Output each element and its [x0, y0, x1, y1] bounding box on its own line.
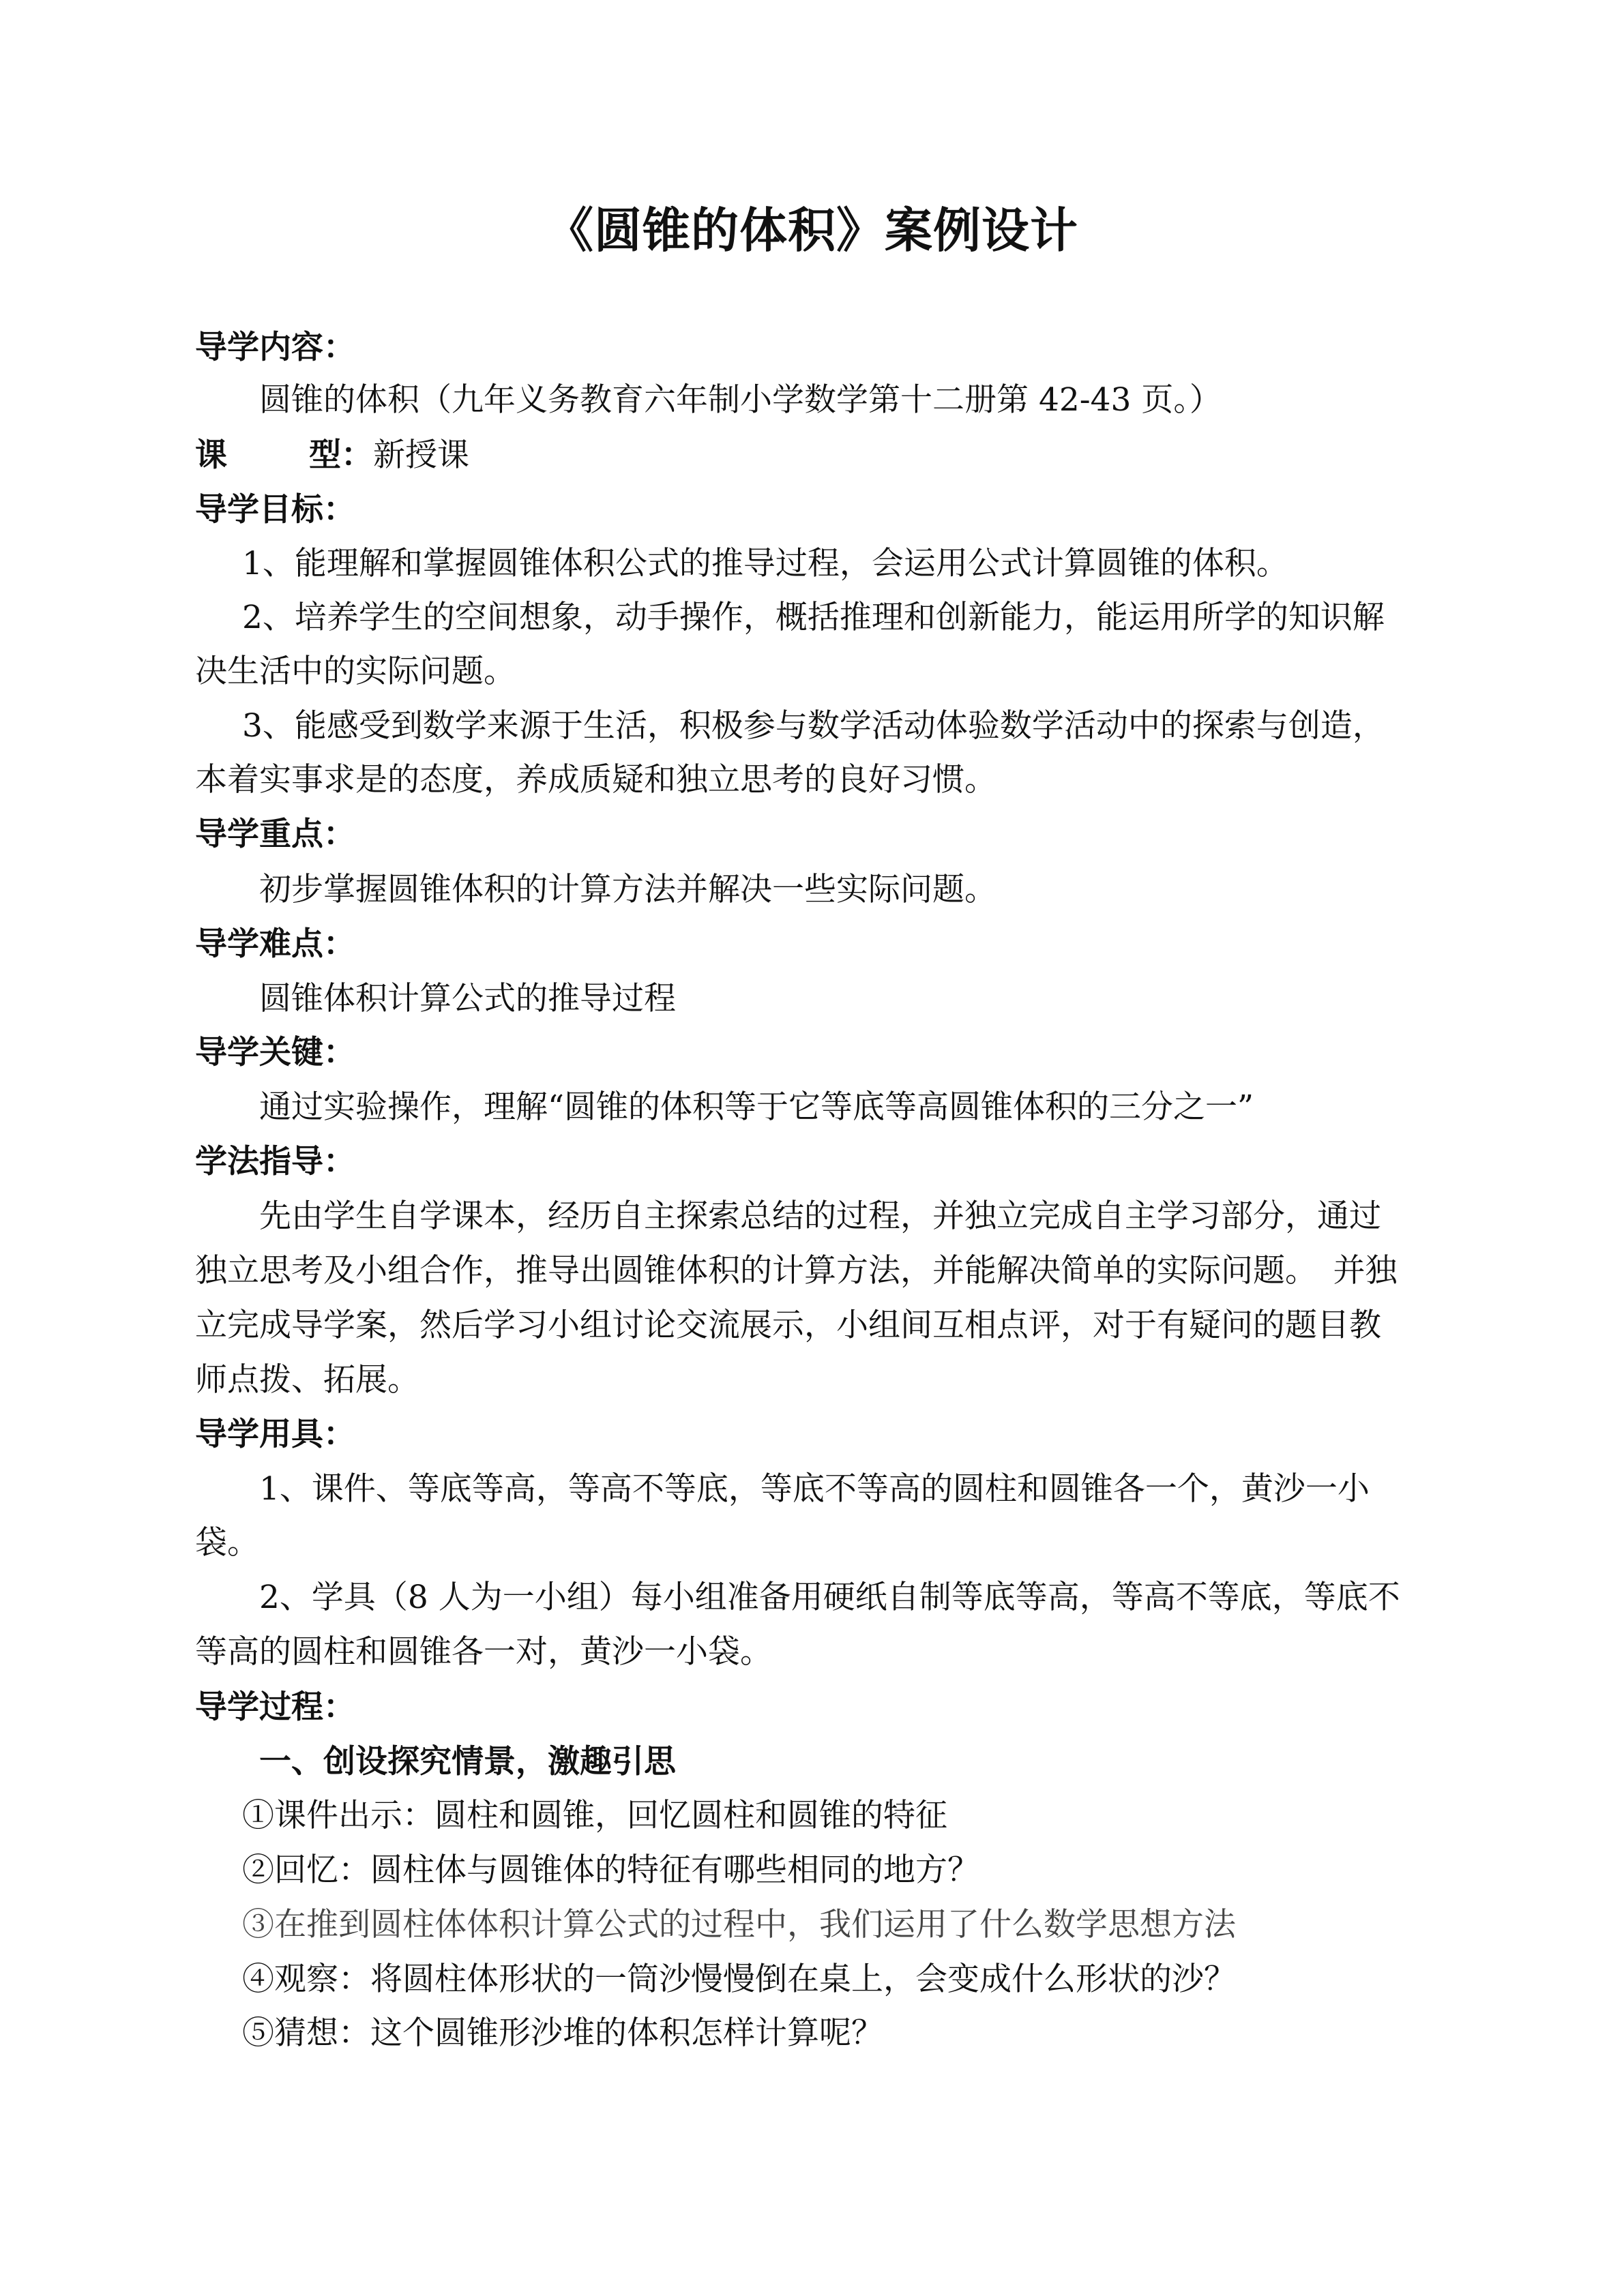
tools-label: 导学用具： [195, 1416, 355, 1453]
content-label: 导学内容： [195, 329, 355, 366]
process-item: ④观察：将圆柱体形状的一筒沙慢慢倒在桌上，会变成什么形状的沙？ [242, 1960, 1236, 1998]
difficulties-label: 导学难点： [195, 925, 355, 963]
key-points-text: 初步掌握圆锥体积的计算方法并解决一些实际问题。 [259, 871, 996, 908]
lesson-type-label-a: 课 [195, 436, 227, 474]
method-line: 立完成导学案，然后学习小组讨论交流展示，小组间互相点评，对于有疑问的题目教 [195, 1307, 1381, 1344]
process-section-heading: 一、创设探究情景，激趣引思 [259, 1743, 676, 1780]
tools-line: 2、学具（8 人为一小组）每小组准备用硬纸自制等底等高，等高不等底，等底不 [259, 1579, 1400, 1616]
process-item: ①课件出示：圆柱和圆锥，回忆圆柱和圆锥的特征 [242, 1797, 947, 1834]
lesson-type-value: 新授课 [373, 436, 469, 474]
lesson-type-label-b: 型： [309, 436, 373, 474]
difficulties-text: 圆锥体积计算公式的推导过程 [259, 980, 676, 1017]
method-line: 先由学生自学课本，经历自主探索总结的过程，并独立完成自主学习部分，通过 [259, 1197, 1381, 1235]
key-label: 导学关键： [195, 1034, 355, 1071]
document-title: 《圆锥的体积》案例设计 [546, 202, 1078, 258]
method-line: 独立思考及小组合作，推导出圆锥体积的计算方法，并能解决简单的实际问题。 并独 [195, 1252, 1398, 1289]
tools-line: 1、课件、等底等高，等高不等底，等底不等高的圆柱和圆锥各一个，黄沙一小 [259, 1470, 1370, 1508]
objective-line: 1、能理解和掌握圆锥体积公式的推导过程，会运用公式计算圆锥的体积。 [242, 545, 1288, 582]
lesson-type-line [195, 435, 469, 476]
tools-line: 等高的圆柱和圆锥各一对，黄沙一小袋。 [195, 1633, 772, 1671]
process-item: ②回忆：圆柱体与圆锥体的特征有哪些相同的地方？ [242, 1851, 979, 1889]
objective-line: 3、能感受到数学来源于生活，积极参与数学活动体验数学活动中的探索与创造， [242, 707, 1385, 745]
objective-line: 决生活中的实际问题。 [195, 653, 516, 690]
process-item: ③在推到圆柱体体积计算公式的过程中，我们运用了什么数学思想方法 [242, 1906, 1236, 1943]
tools-line: 袋。 [195, 1524, 259, 1562]
key-text: 通过实验操作，理解“圆锥的体积等于它等底等高圆锥体积的三分之一” [259, 1088, 1254, 1126]
key-points-label: 导学重点： [195, 816, 355, 853]
process-item: ⑤猜想：这个圆锥形沙堆的体积怎样计算呢？ [242, 2014, 883, 2052]
process-label: 导学过程： [195, 1688, 355, 1726]
method-label: 学法指导： [195, 1143, 355, 1180]
content-text: 圆锥的体积（九年义务教育六年制小学数学第十二册第 42-43 页。） [259, 381, 1222, 419]
objective-line: 本着实事求是的态度，养成质疑和独立思考的良好习惯。 [195, 761, 996, 799]
objective-line: 2、培养学生的空间想象，动手操作，概括推理和创新能力，能运用所学的知识解 [242, 599, 1385, 636]
method-line: 师点拨、拓展。 [195, 1361, 419, 1399]
objectives-label: 导学目标： [195, 491, 355, 528]
